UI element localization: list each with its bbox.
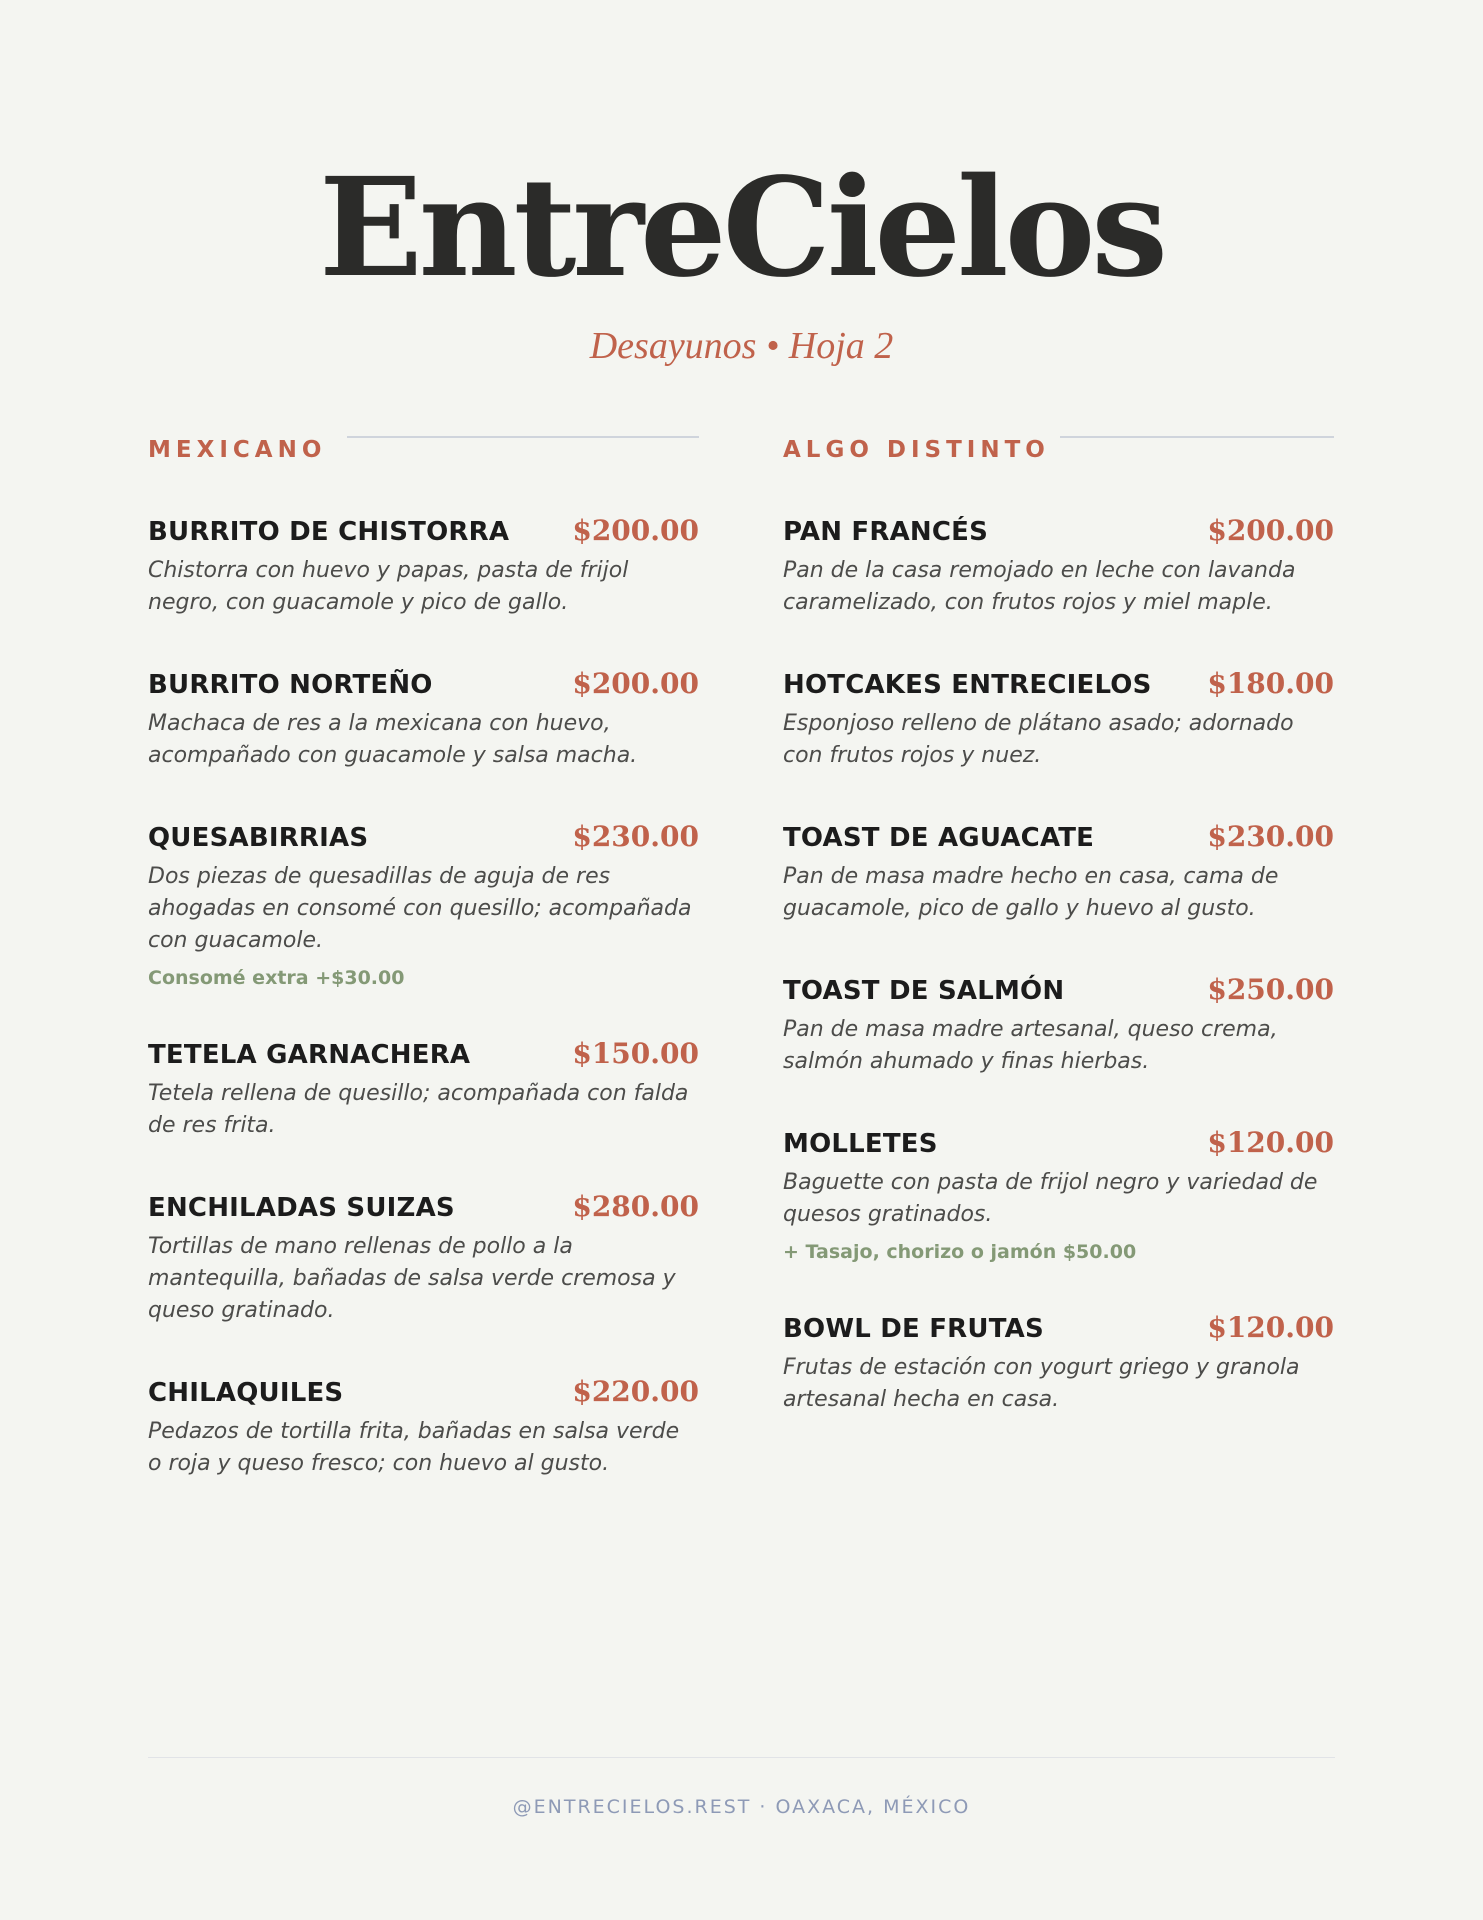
- section-title: ALGO DISTINTO: [783, 437, 1050, 463]
- item-description: Pan de masa madre hecho en casa, cama de guacamole, pico de gallo y huevo al gusto.: [783, 864, 1279, 921]
- item-name: TETELA GARNACHERA: [148, 1040, 471, 1070]
- item-price: $200.00: [1207, 514, 1334, 547]
- item-name: CHILAQUILES: [148, 1378, 344, 1408]
- item-name: HOTCAKES ENTRECIELOS: [783, 670, 1152, 700]
- item-name: MOLLETES: [783, 1129, 938, 1159]
- item-name: PAN FRANCÉS: [783, 517, 989, 547]
- item-description: Chistorra con huevo y papas, pasta de frijol negro, con guacamole y pico de gallo.: [148, 558, 629, 615]
- item-name: QUESABIRRIAS: [148, 823, 369, 853]
- item-price: $280.00: [572, 1190, 699, 1223]
- item-description: Frutas de estación con yogurt griego y granola artesanal hecha en casa.: [783, 1355, 1300, 1412]
- item-description: Tetela rellena de quesillo; acompañada con falda de res frita.: [148, 1081, 689, 1138]
- restaurant-name: EntreCielos: [319, 148, 1164, 308]
- item-price: $250.00: [1207, 973, 1334, 1006]
- menu-item: [783, 514, 1334, 619]
- item-description: Dos piezas de quesadillas de aguja de res ahogadas en consomé con quesillo; acompañada con guacamole.: [148, 864, 692, 953]
- section-divider: [347, 436, 699, 438]
- item-price: $230.00: [572, 820, 699, 853]
- footer-text: @ENTRECIELOS.REST · OAXACA, MÉXICO: [512, 1796, 971, 1818]
- menu-item: [148, 1375, 699, 1480]
- menu-item: [783, 820, 1334, 925]
- item-name: ENCHILADAS SUIZAS: [148, 1193, 455, 1223]
- item-price: $120.00: [1207, 1126, 1334, 1159]
- menu-item: [783, 1311, 1334, 1416]
- item-description: Baguette con pasta de frijol negro y variedad de quesos gratinados.: [783, 1170, 1318, 1227]
- item-price: $230.00: [1207, 820, 1334, 853]
- section-title: MEXICANO: [148, 437, 327, 463]
- menu-item: [148, 1037, 699, 1142]
- item-description: Pedazos de tortilla frita, bañadas en salsa verde o roja y queso fresco; con huevo al gusto.: [148, 1419, 680, 1476]
- item-name: BURRITO NORTEÑO: [148, 670, 433, 700]
- section-divider: [1060, 436, 1334, 438]
- item-price: $200.00: [572, 514, 699, 547]
- item-name: TOAST DE SALMÓN: [783, 976, 1065, 1006]
- menu-item: [783, 1126, 1334, 1263]
- item-extra-option: Consomé extra +$30.00: [148, 967, 405, 989]
- menu-item: [148, 820, 699, 989]
- item-name: BURRITO DE CHISTORRA: [148, 517, 510, 547]
- item-price: $200.00: [572, 667, 699, 700]
- section-header: [783, 430, 1334, 470]
- item-description: Tortillas de mano rellenas de pollo a la mantequilla, bañadas de salsa verde cremosa y queso gratinado.: [148, 1234, 676, 1323]
- section-mexicano: [148, 430, 699, 1528]
- item-price: $120.00: [1207, 1311, 1334, 1344]
- item-description: Machaca de res a la mexicana con huevo, acompañado con guacamole y salsa macha.: [148, 711, 638, 768]
- menu-item: [148, 1190, 699, 1327]
- menu-subtitle: Desayunos • Hoja 2: [589, 325, 894, 367]
- menu-header: [0, 148, 1483, 368]
- item-price: $220.00: [572, 1375, 699, 1408]
- item-name: BOWL DE FRUTAS: [783, 1314, 1044, 1344]
- menu-item: [783, 973, 1334, 1078]
- item-description: Pan de la casa remojado en leche con lavanda caramelizado, con frutos rojos y miel maple.: [783, 558, 1296, 615]
- menu-item: [148, 667, 699, 772]
- menu-item: [783, 667, 1334, 772]
- item-description: Esponjoso relleno de plátano asado; adornado con frutos rojos y nuez.: [783, 711, 1294, 768]
- item-description: Pan de masa madre artesanal, queso crema, salmón ahumado y finas hierbas.: [783, 1017, 1278, 1074]
- menu-item: [148, 514, 699, 619]
- item-name: TOAST DE AGUACATE: [783, 823, 1095, 853]
- footer-divider: [148, 1757, 1335, 1758]
- section-header: [148, 430, 699, 470]
- item-extra-option: + Tasajo, chorizo o jamón $50.00: [783, 1241, 1137, 1263]
- item-price: $180.00: [1207, 667, 1334, 700]
- section-algo-distinto: [783, 430, 1334, 1464]
- item-price: $150.00: [572, 1037, 699, 1070]
